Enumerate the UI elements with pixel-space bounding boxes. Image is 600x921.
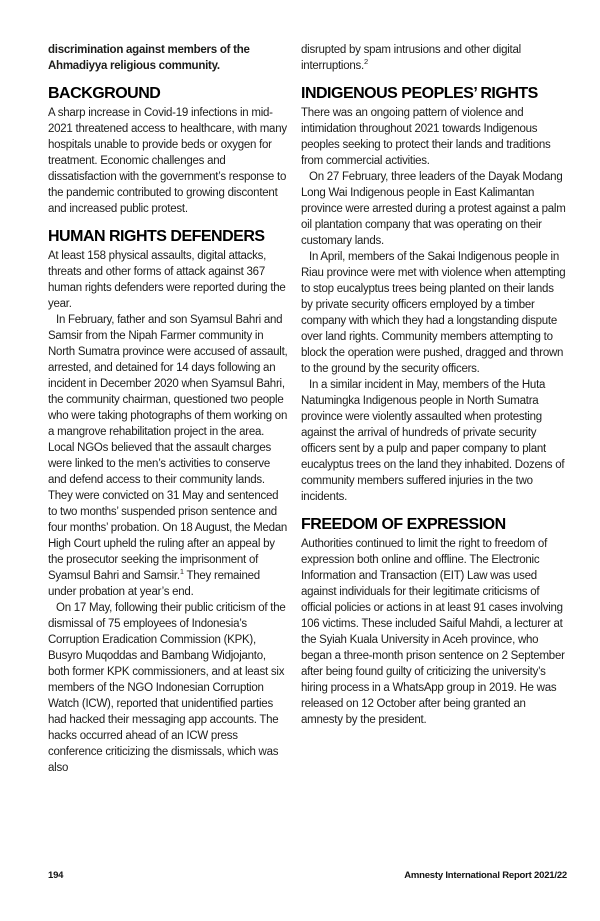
page-number: 194 <box>48 870 64 881</box>
paragraph-hrd-2 <box>48 312 288 600</box>
footnote-marker-1: 1 <box>179 567 184 577</box>
paragraph-hrd-2-text: In February, father and son Syamsul Bahri and Samsir from the Nipah Farmer community in North Sumatra province were accused of assault, arrested, and detained for 14 days following an incident in December 2020 when Syamsul Bahri, the community chairman, questioned two people who were taking photographs of them working on a mangrove rehabilitation project in the area. Local NGOs believed that the assault charges were linked to the men’s activities to conserve and defend access to their community lands. They were convicted on 31 May and sentenced to two months’ suspended prison sentence and four months’ probation. On 18 August, the Medan High Court upheld the ruling after an appeal by the prosecutor seeking the imprisonment of Syamsul Bahri and Samsir. <box>48 314 288 582</box>
paragraph-hrd-3: On 17 May, following their public criticism of the dismissal of 75 employees of Indonesia’s Corruption Eradication Commission (KPK), Busyro Muqoddas and Bambang Widjojanto, both former KPK commissioners, and at least six members of the NGO Indonesian Corruption Watch (ICW), reported that unidentified parties had hacked their messaging app accounts. The hacks occurred ahead of an ICW press conference criticizing the dismissals, which was also <box>48 602 286 774</box>
footer <box>48 870 567 881</box>
lead-paragraph-left: discrimination against members of the Ahmadiyya religious community. <box>48 44 250 72</box>
paragraph-ipr-1: There was an ongoing pattern of violence and intimidation throughout 2021 towards Indigenous peoples seeking to protect their lands and traditions from commercial activities. <box>301 107 551 167</box>
footnote-marker-2: 2 <box>363 57 368 67</box>
section-heading-background: BACKGROUND <box>48 85 161 102</box>
section-heading-human-rights-defenders: HUMAN RIGHTS DEFENDERS <box>48 228 265 245</box>
paragraph-hrd-1: At least 158 physical assaults, digital attacks, threats and other forms of attack against 367 human rights defenders were reported during the year. <box>48 250 286 310</box>
paragraph-ipr-2: On 27 February, three leaders of the Dayak Modang Long Wai Indigenous people in East Kalimantan province were arrested during a protest against a palm oil plantation company that was operating on their customary lands. <box>301 171 566 247</box>
paragraph-background-1: A sharp increase in Covid-19 infections in mid-2021 threatened access to healthcare, with many hospitals unable to provide beds or oxygen for treatment. Economic challenges and dissatisfaction with the government’s response to the pandemic contributed to growing discontent and increased public protest. <box>48 107 287 215</box>
section-heading-freedom-of-expression: FREEDOM OF EXPRESSION <box>301 516 506 533</box>
footer-report-title: Amnesty International Report 2021/22 <box>404 870 567 881</box>
column-left <box>48 42 288 776</box>
column-right <box>301 42 567 776</box>
section-heading-indigenous-peoples-rights: INDIGENOUS PEOPLES’ RIGHTS <box>301 85 538 102</box>
paragraph-ipr-3: In April, members of the Sakai Indigenous people in Riau province were met with violence when attempting to stop eucalyptus trees being planted on their lands by private security officers employed by a timber company with which they had a longstanding dispute over land rights. Community members attempting to block the operation were pushed, dragged and thrown to the ground by the security officers. <box>301 251 566 375</box>
paragraph-hrd-2-text-after: They remained under probation at year’s end. <box>48 570 260 598</box>
lead-paragraph-right-text: disrupted by spam intrusions and other digital interruptions. <box>301 44 521 72</box>
lead-paragraph-right <box>301 42 567 74</box>
paragraph-foe-1: Authorities continued to limit the right to freedom of expression both online and offline. The Electronic Information and Transaction (EIT) Law was used against individuals for their legitimate criticisms of official policies or actions in at least 91 cases involving 106 victims. These included Saiful Mahdi, a lecturer at the Syiah Kuala University in Aceh province, who began a three-month prison sentence on 2 September after being found guilty of criticizing the university’s hiring process in a WhatsApp group in 2019. He was released on 12 October after being granted an amnesty by the president. <box>301 538 565 726</box>
paragraph-ipr-4: In a similar incident in May, members of the Huta Natumingka Indigenous people in North Sumatra province were violently assaulted when protesting against the arrival of hundreds of private security officers sent by a pulp and paper company to plant eucalyptus trees on the land they inhabited. Dozens of community members suffered injuries in the two incidents. <box>301 379 565 503</box>
